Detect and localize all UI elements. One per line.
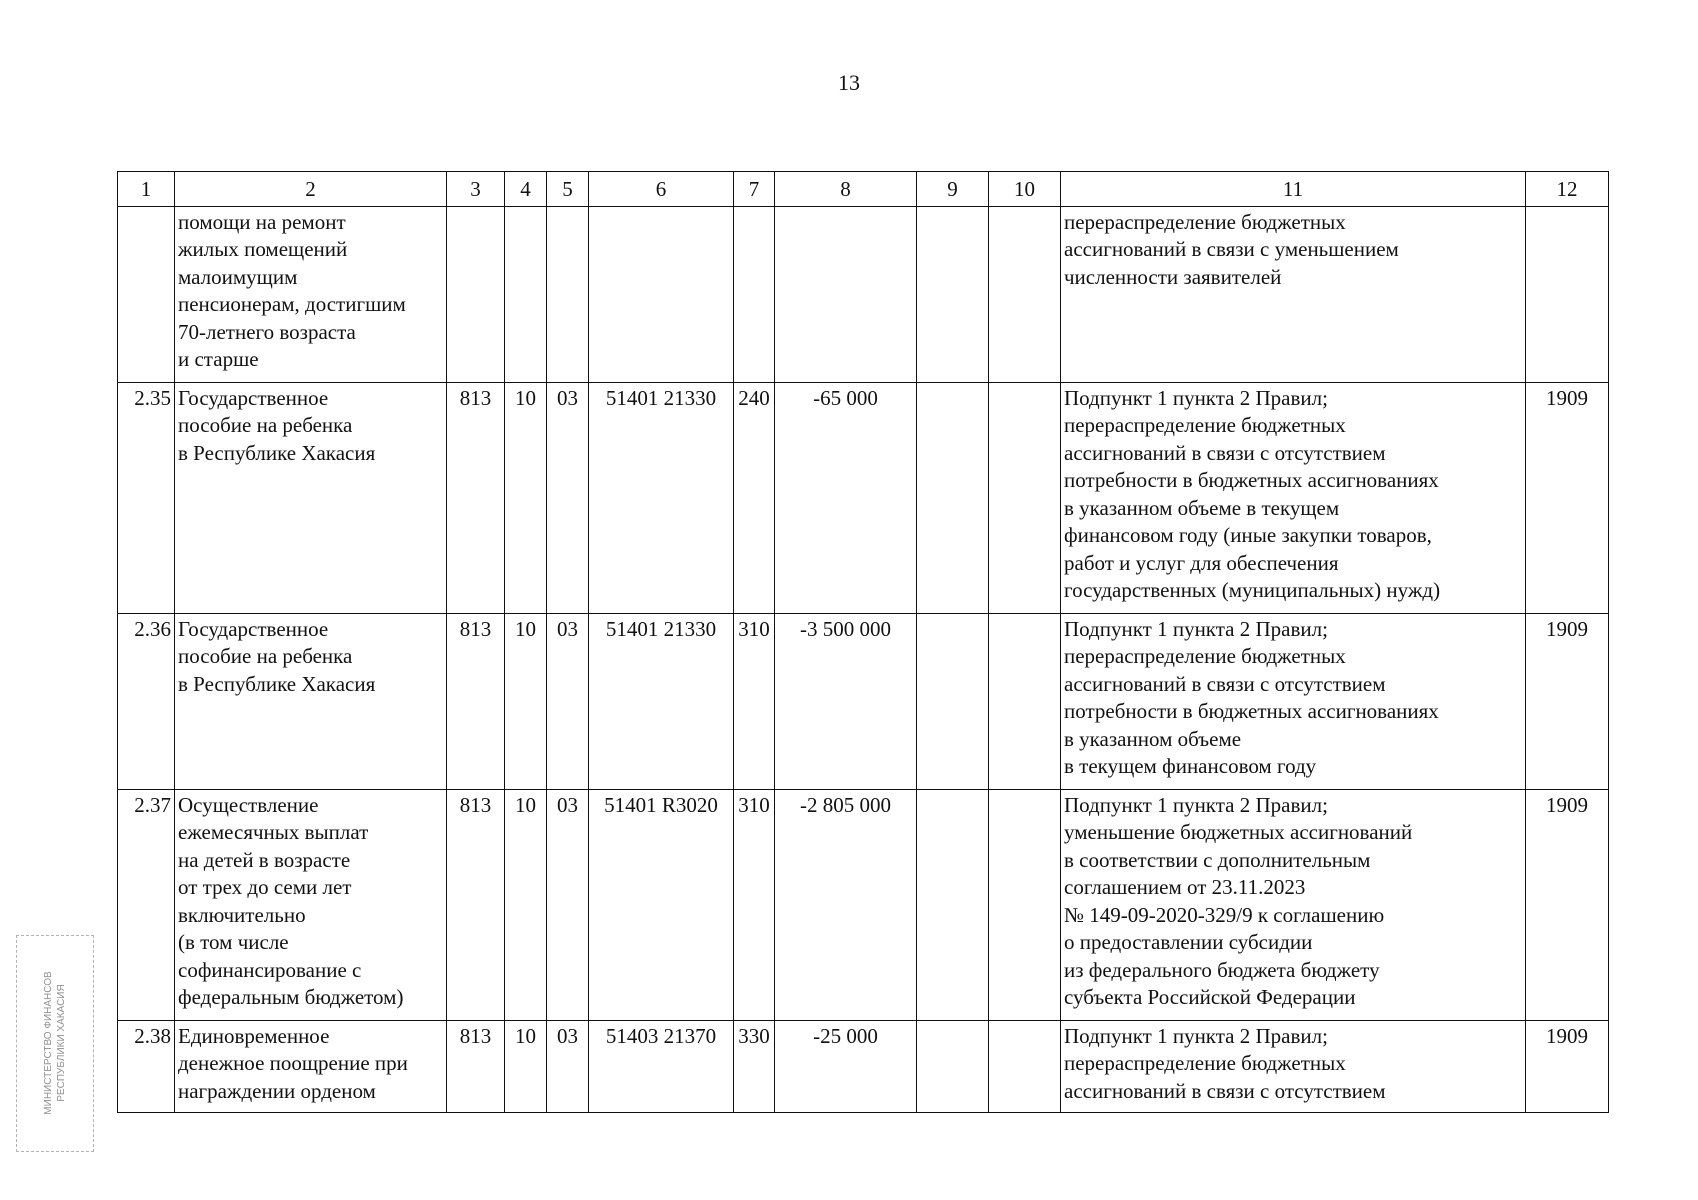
column-header: 1 xyxy=(118,172,175,207)
cell-col10 xyxy=(989,789,1061,1020)
cell-col6: 51403 21370 xyxy=(589,1020,734,1112)
cell-col4: 10 xyxy=(505,613,547,789)
cell-amount: -2 805 000 xyxy=(775,789,917,1020)
cell-col12: 1909 xyxy=(1526,382,1609,613)
row-number xyxy=(118,206,175,382)
cell-col12: 1909 xyxy=(1526,613,1609,789)
column-header: 3 xyxy=(447,172,505,207)
cell-col6: 51401 R3020 xyxy=(589,789,734,1020)
stamp-text xyxy=(42,936,68,1151)
cell-col9 xyxy=(917,613,989,789)
cell-col3: 813 xyxy=(447,613,505,789)
table-row xyxy=(118,789,1609,1020)
column-header: 2 xyxy=(175,172,447,207)
column-header: 4 xyxy=(505,172,547,207)
stamp-line: МИНИСТЕРСТВО ФИНАНСОВ xyxy=(43,971,54,1115)
cell-col7: 310 xyxy=(734,613,775,789)
cell-amount: -25 000 xyxy=(775,1020,917,1112)
cell-col5: 03 xyxy=(547,613,589,789)
cell-col3 xyxy=(447,206,505,382)
row-note: Подпункт 1 пункта 2 Правил; перераспределение бюджетных ассигнований в связи с отсутствием потребности в бюджетных ассигнованиях в указанном объеме в текущем финансовом году (иные закупки товаров, работ и услуг для обеспечения государственных (муниципальных) нужд) xyxy=(1061,382,1526,613)
cell-col4: 10 xyxy=(505,382,547,613)
row-number: 2.38 xyxy=(118,1020,175,1112)
row-number: 2.35 xyxy=(118,382,175,613)
cell-col7 xyxy=(734,206,775,382)
row-note: Подпункт 1 пункта 2 Правил; перераспределение бюджетных ассигнований в связи с отсутствием потребности в бюджетных ассигнованиях в указанном объеме в текущем финансовом году xyxy=(1061,613,1526,789)
page-number: 13 xyxy=(838,70,860,95)
table-row xyxy=(118,613,1609,789)
cell-col9 xyxy=(917,206,989,382)
cell-col3: 813 xyxy=(447,1020,505,1112)
row-description: Государственное пособие на ребенка в Республике Хакасия xyxy=(175,613,447,789)
cell-amount: -3 500 000 xyxy=(775,613,917,789)
table-row xyxy=(118,382,1609,613)
row-number: 2.37 xyxy=(118,789,175,1020)
column-header: 5 xyxy=(547,172,589,207)
column-header: 11 xyxy=(1061,172,1526,207)
cell-col10 xyxy=(989,613,1061,789)
column-header: 10 xyxy=(989,172,1061,207)
cell-col3: 813 xyxy=(447,789,505,1020)
cell-col9 xyxy=(917,382,989,613)
cell-col7: 310 xyxy=(734,789,775,1020)
row-number: 2.36 xyxy=(118,613,175,789)
cell-col5 xyxy=(547,206,589,382)
cell-col6 xyxy=(589,206,734,382)
cell-amount: -65 000 xyxy=(775,382,917,613)
cell-amount xyxy=(775,206,917,382)
cell-col4: 10 xyxy=(505,789,547,1020)
column-header: 9 xyxy=(917,172,989,207)
row-description: Государственное пособие на ребенка в Республике Хакасия xyxy=(175,382,447,613)
row-description: помощи на ремонт жилых помещений малоимущим пенсионерам, достигшим 70-летнего возраста и старше xyxy=(175,206,447,382)
stamp-line: РЕСПУБЛИКИ ХАКАСИЯ xyxy=(56,984,67,1102)
cell-col10 xyxy=(989,382,1061,613)
cell-col5: 03 xyxy=(547,382,589,613)
cell-col5: 03 xyxy=(547,1020,589,1112)
cell-col9 xyxy=(917,789,989,1020)
row-note: перераспределение бюджетных ассигнований в связи с уменьшением численности заявителей xyxy=(1061,206,1526,382)
cell-col12: 1909 xyxy=(1526,1020,1609,1112)
table-header-row xyxy=(118,172,1609,207)
cell-col10 xyxy=(989,206,1061,382)
table-row xyxy=(118,1020,1609,1112)
cell-col12: 1909 xyxy=(1526,789,1609,1020)
table-row xyxy=(118,206,1609,382)
column-header: 8 xyxy=(775,172,917,207)
budget-table xyxy=(117,171,1609,1113)
row-description: Единовременное денежное поощрение при награждении орденом xyxy=(175,1020,447,1112)
registration-stamp xyxy=(16,935,94,1152)
cell-col7: 240 xyxy=(734,382,775,613)
cell-col6: 51401 21330 xyxy=(589,382,734,613)
row-description: Осуществление ежемесячных выплат на детей в возрасте от трех до семи лет включительно (в том числе софинансирование с федеральным бюджетом) xyxy=(175,789,447,1020)
row-note: Подпункт 1 пункта 2 Правил; перераспределение бюджетных ассигнований в связи с отсутствием xyxy=(1061,1020,1526,1112)
cell-col4 xyxy=(505,206,547,382)
cell-col7: 330 xyxy=(734,1020,775,1112)
cell-col12 xyxy=(1526,206,1609,382)
cell-col5: 03 xyxy=(547,789,589,1020)
cell-col10 xyxy=(989,1020,1061,1112)
column-header: 12 xyxy=(1526,172,1609,207)
cell-col3: 813 xyxy=(447,382,505,613)
cell-col4: 10 xyxy=(505,1020,547,1112)
row-note: Подпункт 1 пункта 2 Правил; уменьшение бюджетных ассигнований в соответствии с дополнительным соглашением от 23.11.2023 № 149-09-2020-329/9 к соглашению о предоставлении субсидии из федерального бюджета бюджету субъекта Российской Федерации xyxy=(1061,789,1526,1020)
column-header: 6 xyxy=(589,172,734,207)
cell-col9 xyxy=(917,1020,989,1112)
cell-col6: 51401 21330 xyxy=(589,613,734,789)
column-header: 7 xyxy=(734,172,775,207)
